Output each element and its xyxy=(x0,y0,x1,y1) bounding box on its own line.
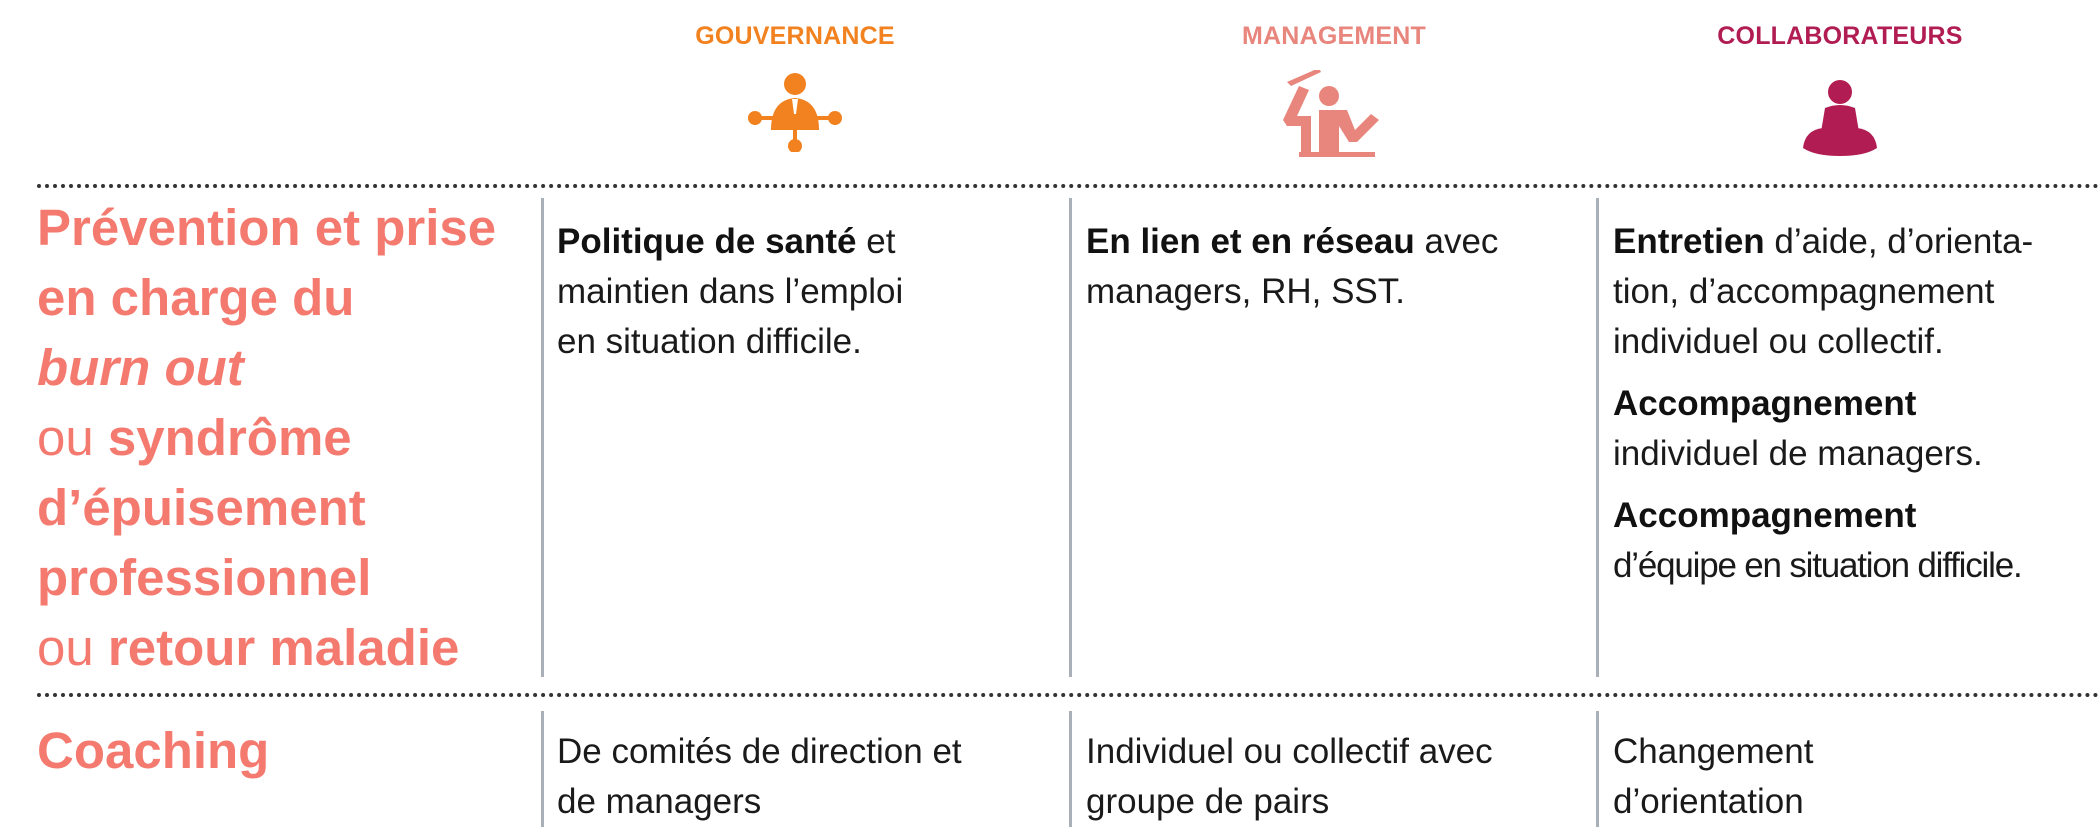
meditation-icon xyxy=(1795,70,1885,165)
cell-text: maintien dans l’emploi xyxy=(557,272,904,311)
cell-text: d’aide, d’orienta- xyxy=(1764,222,2034,261)
title-line: Prévention et prise xyxy=(37,199,497,256)
network-person-icon xyxy=(745,70,845,157)
separator-top xyxy=(37,184,2100,188)
cell-bold: Entretien xyxy=(1613,222,1765,261)
header-management-label: MANAGEMENT xyxy=(1242,22,1426,50)
header-collaborateurs-label: COLLABORATEURS xyxy=(1717,22,1963,50)
title-line: Coaching xyxy=(37,722,270,779)
title-line: professionnel xyxy=(37,549,372,606)
cell-text: De comités de direction et xyxy=(557,732,962,771)
cell-text: de managers xyxy=(557,782,762,821)
cell-bold: Accompagnement xyxy=(1613,384,1917,423)
cell-text: individuel de managers. xyxy=(1613,434,1983,473)
header-gouvernance-label: GOUVERNANCE xyxy=(695,22,895,50)
cell-text: et xyxy=(856,222,896,261)
header-gouvernance xyxy=(605,22,985,51)
separator-middle xyxy=(37,693,2100,697)
cell-text: d’équipe en situation difficile. xyxy=(1613,546,2022,585)
cell-coaching-collaborateurs xyxy=(1613,727,2093,827)
paragraph-entretien xyxy=(1613,217,2098,367)
row-title-coaching xyxy=(37,716,269,786)
cell-burnout-gouvernance xyxy=(557,217,1057,367)
row-title-burnout xyxy=(37,193,547,683)
cell-text: en situation difficile. xyxy=(557,322,862,361)
title-line: en charge du xyxy=(37,269,355,326)
cell-text: groupe de pairs xyxy=(1086,782,1330,821)
cell-text: individuel ou collectif. xyxy=(1613,322,1944,361)
cell-bold: Accompagnement xyxy=(1613,496,1917,535)
title-line: burn out xyxy=(37,339,244,396)
cell-text: d’orientation xyxy=(1613,782,1804,821)
divider-1-row2 xyxy=(541,711,544,827)
cell-text: Individuel ou collectif avec xyxy=(1086,732,1493,771)
title-line: syndrôme xyxy=(107,409,352,466)
cell-bold: Politique de santé xyxy=(557,222,857,261)
cell-text: managers, RH, SST. xyxy=(1086,272,1405,311)
cell-burnout-collaborateurs xyxy=(1613,217,2098,603)
cell-text: tion, d’accompagnement xyxy=(1613,272,1995,311)
title-line: retour maladie xyxy=(107,619,460,676)
header-management xyxy=(1144,22,1524,51)
presenter-icon xyxy=(1279,70,1389,165)
header-collaborateurs xyxy=(1650,22,2030,51)
cell-coaching-management xyxy=(1086,727,1586,827)
divider-2-row1 xyxy=(1069,198,1072,677)
paragraph-accompagnement-equipe xyxy=(1613,491,2098,591)
cell-bold: En lien et en réseau xyxy=(1086,222,1415,261)
divider-2-row2 xyxy=(1069,711,1072,827)
paragraph-accompagnement-managers xyxy=(1613,379,2098,479)
cell-burnout-management xyxy=(1086,217,1586,317)
divider-3-row2 xyxy=(1596,711,1599,827)
cell-text: avec xyxy=(1414,222,1499,261)
cell-coaching-gouvernance xyxy=(557,727,1057,827)
title-ou: ou xyxy=(37,409,94,466)
title-line: d’épuisement xyxy=(37,479,366,536)
cell-text: Changement xyxy=(1613,732,1814,771)
title-ou: ou xyxy=(37,619,94,676)
divider-3-row1 xyxy=(1596,198,1599,677)
